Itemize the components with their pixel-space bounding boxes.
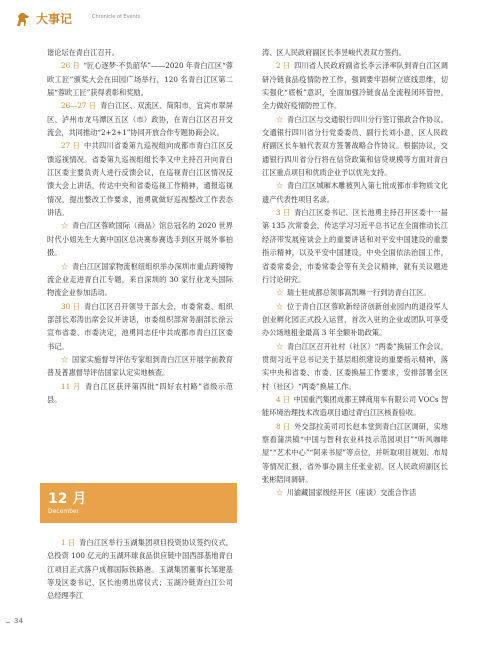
chronicle-entry (47, 260, 233, 300)
entry-text: 青白江区城厢木雕被列入第七批成都市非物质文化遗产代表性项目名录。 (262, 181, 448, 204)
chronicle-entry (47, 219, 233, 259)
chronicle-entry (262, 59, 448, 112)
entry-star-icon: ☆ (276, 488, 284, 498)
chronicle-entry (47, 46, 233, 59)
entry-star-icon: ☆ (276, 341, 284, 351)
chronicle-entry (262, 420, 448, 487)
chronicle-entry (262, 300, 448, 340)
chronicle-entry (262, 206, 448, 286)
entry-text: 川渝藏国家级经开区（座谈）交流合作活 (286, 488, 417, 498)
chronicle-entry (262, 286, 448, 299)
chronicle-entry (47, 536, 233, 603)
entry-text: 青白江区召开领导干部大会，市委常委、组织部部长邓涛出席会议并讲话，市委组织部常务副部长徐云宣布省委、市委决定，池勇同志任中共成都市青白江区委书记。 (47, 301, 233, 351)
chronicle-entry (47, 139, 233, 219)
entry-star-icon: ☆ (276, 181, 284, 191)
month-heading (40, 483, 237, 523)
month-title: 12 月 (48, 491, 87, 507)
entry-text: 中国重汽集团成都王牌商用车有限公司 VOCs 智能环境治理技术改造项目通过青白江区核查验收。 (262, 394, 449, 418)
chronicle-entry (47, 59, 233, 99)
entry-date: 1 日 (61, 538, 76, 547)
entry-star-icon: ☆ (276, 288, 284, 298)
page-header (0, 0, 480, 36)
chronicle-entry (47, 300, 233, 353)
entry-text: 青白江区委书记、区长池勇主持召开区委十一届第 135 次常委会，传达学习习近平总书记在全面推动长江经济带发展座谈会上的重要讲话和对平安中国建设的重要指示精神，以及平安中国建设，中央全面依法治国工作，省委常委会，市委常委会等有关会议精神，就有关议题进行讨论研究。 (262, 208, 448, 284)
chronicle-entry (262, 113, 448, 180)
entry-text: 青白江区获评第四批“四好农村路”省级示范县。 (47, 381, 233, 404)
entry-date: 8 日 (276, 421, 291, 431)
entry-date: 26 日 (61, 61, 80, 71)
entry-date: 11 月 (61, 381, 81, 391)
chronicle-entry (47, 380, 233, 407)
header-title: 大事记 (36, 12, 73, 26)
entry-star-icon: ☆ (276, 301, 284, 311)
entry-text: 外交部拉美司司长赵本堂到青白江区调研，实地察看蒲洪镇“中国与智利农业科技示范园项目”“听风咖啡屋”“艺术中心”“阿来书屋”等点位，并听取项目规划、布局等情况汇报，省外事办副主任张业初、区人民政府副区长张彬陪同调研。 (262, 421, 448, 484)
entry-text: 涛、区人民政府副区长李昱峻代表双方签约。 (262, 48, 406, 57)
entry-text: 青白江区、双流区、简阳市，宜宾市翠屏区、泸州市龙马潭区五区（市）政协，在青白江区召开交流会，共同推动“2+2+1”协同开放合作专题协商会议。 (47, 101, 233, 138)
entry-date: 30 日 (61, 301, 81, 311)
right-column (262, 46, 448, 500)
entry-text: “匠心逐梦·不负韶华”——2020 年青白江区“蓉欧工匠”颁奖大会在田园广场举行，120 名青白江区第二届“蓉欧工匠”获得表彰和奖励。 (47, 61, 233, 98)
entry-text: 青白江区与交通银行四川分行签订银政合作协议。交通银行四川省分行党委委员、副行长刘小意，区人民政府副区长车轴代表双方签署战略合作协议。根据协议，交通银行四川省分行将在信贷政策和信贷规模等方面对青白江区重点项目和优质企业予以优先支持。 (262, 114, 448, 178)
horse-logo-icon (14, 10, 32, 28)
entry-date: 2 日 (276, 61, 291, 71)
left-column (47, 46, 233, 406)
header-subtitle: Chronicle of Events (92, 14, 141, 20)
month-subtitle: December (48, 508, 80, 515)
chronicle-entry (262, 179, 448, 206)
entry-text: 位于青白江区蓉欧新经济创新创业园内的退役军人创业孵化园正式投入运营，首次入驻的企业或团队可享受办公场地租金最高 3 年全额补助政策。 (262, 301, 448, 338)
entry-text: 谐论坛在青白江召开。 (47, 48, 119, 57)
entry-text: 青白江区召开社村（社区）“两委”换届工作会议，贯彻习近平总书记关于基层组织建设的重要指示精神，落实中央和省委、市委、区委换届工作要求，安排部署全区村（社区）“两委”换届工作。 (262, 341, 448, 391)
chronicle-entry (262, 393, 448, 420)
chronicle-entry (262, 486, 448, 499)
page-number-rule (6, 622, 10, 623)
entry-date: 4 日 (276, 394, 291, 404)
entry-text: 青白江区蓉欧国际（商品）馆总冠名的 2020 世界时代小姐先生大赛中国区总决赛参赛选手到区开展外事拍摄。 (47, 221, 233, 258)
entry-text: 四川省人民政府副省长李云泽率队到青白江区调研冷链食品疫情防控工作，强调要牢固树立底线思维，切实强化“底板”意识，全面加强冷链食品全流程闭环管控，全力做好疫情防控工作。 (262, 61, 448, 111)
entry-date: 3 日 (276, 208, 291, 218)
entry-star-icon: ☆ (61, 221, 69, 231)
entry-star-icon: ☆ (61, 354, 69, 364)
entry-text: 青白江区举行玉湖集团项目投资协议签约仪式，总投资 100 亿元的玉湖环球食品供应链中国西部基地青白江项目正式落户成都国际铁路港。玉湖集团董事长邹建基等及区委书记、区长池勇出席仪式；玉湖冷链青白江公司总经理李江 (47, 538, 233, 601)
chronicle-entry (47, 353, 233, 380)
chronicle-entry (262, 46, 448, 59)
entry-star-icon: ☆ (276, 114, 284, 124)
entry-date: 27 日 (61, 141, 81, 151)
chronicle-entry (47, 99, 233, 139)
chronicle-entry (262, 340, 448, 393)
entry-text: 中共四川省委第九巡视组向成都市青白江区反馈巡视情况。省委第九巡视组组长李又中主持召开向青白江区委主要负责人进行反馈会议，在巡视青白江区情况反馈大会上讲话，传达中央和省委巡视工作精神，通报巡视情况，提出整改工作要求，池勇就做好巡视整改工作表态讲话。 (47, 141, 233, 218)
entry-date: 26—27 日 (61, 101, 97, 111)
entry-text: 青白江区国家物流枢纽组织举办深圳市重点跨境物流企业走进青白江专题，来自深圳的 30 家行业龙头国际物流企业参加活动。 (47, 261, 233, 298)
page-number: 34 (14, 617, 23, 625)
left-column-lower (47, 536, 233, 603)
entry-text: 瑞士驻成都总领事高凯琳一行到访青白江区。 (286, 288, 431, 298)
entry-text: 国家实施督导评估专家组到青白江区开展学前教育普及普惠督导评估国家认定实地核查。 (47, 354, 233, 378)
entry-star-icon: ☆ (61, 261, 69, 271)
